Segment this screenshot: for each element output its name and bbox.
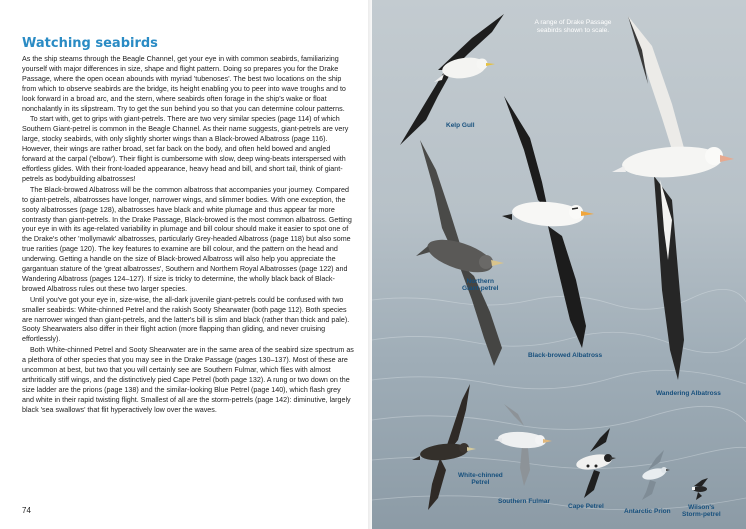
figure-caption: A range of Drake Passage seabirds shown to scale.	[534, 19, 612, 34]
body-text	[22, 55, 354, 417]
white-chinned-petrel-bird	[412, 384, 476, 510]
label-southern-fulmar: Southern Fulmar	[498, 498, 551, 505]
wave-texture	[372, 289, 746, 509]
label-white-chinned-petrel-line2: Petrel	[471, 479, 490, 486]
paragraph-2: To start with, get to grips with giant-petrels. There are two very similar species (page 114) of which Southern Giant-petrel is common in the Beagle Channel. As their name suggests, giant-petrels are very large, stocky seabirds, with only slightly shorter wings than a Black-browed Albatross (page 116). However, their wings are rather broad, set far back on the body, and often held bowed and angled forward at the carpal ('elbow'). Their flight is cumbersome with slow, deep wing-beats interspersed with effortless glides. With their front-loaded appearance, heavy head and bill, and short tail, think of giant-petrels as bodybuilding albatrosses!	[22, 115, 349, 183]
label-white-chinned-petrel	[458, 472, 503, 486]
label-black-browed-albatross: Black-browed Albatross	[528, 352, 603, 359]
label-wandering-albatross: Wandering Albatross	[656, 390, 721, 397]
paragraph-1: As the ship steams through the Beagle Channel, get your eye in with common seabirds, familiarizing yourself with major differences in size, shape and flight pattern. Doing so prepares you for the Drake Passage, where the open ocean abounds with myriad 'tubenoses'. The best two locations on the ship from which to observe seabirds are the bridge, its height enabling you to peer into wave troughs and to look forward in a broad arc, and the stern, where seabirds often forage in the ship's wake or float nonchalantly in its slipstream. Try to get the sun behind you so that you can determine colour patterns.	[22, 55, 346, 113]
label-antarctic-prion: Antarctic Prion	[624, 508, 671, 515]
section-heading: Watching seabirds	[22, 36, 158, 51]
label-wilsons-storm-petrel-line2: Storm-petrel	[682, 511, 721, 518]
label-northern-giant-petrel-line2: Giant-petrel	[462, 285, 499, 292]
label-wilsons-storm-petrel-line1: Wilson's	[688, 504, 715, 511]
paragraph-3: The Black-browed Albatross will be the common albatross that accompanies your journey. Compared to giant-petrels, albatrosses have longer, narrower wings, and slimmer bodies. With one exception, the sooty albatrosses (page 128), albatrosses have black and white plumage and thus appear far more contrasty than giant-petrels. In the Drake Passage, Black-browed is the most common albatross. Getting your eye in with its age-related variability in plumage and bill colour should make it easier to spot one of the Drake's other 'mollymawk' albatrosses, particularly Grey-headed Albatross (page 118) but also some true rarities (page 120). The key features to examine are bill colour, and the pattern on the head and underwing. Getting a handle on the size of Black-browed Albatross will also help you appreciate the gargantuan stature of the 'great albatrosses', Southern and Northern Royal Albatrosses (page 122) and Wandering Albatross (pages 124–127). If size is tricky to determine, the wholly black back of Black-browed Albatross rules out these two larger species.	[22, 185, 352, 293]
left-page	[0, 0, 372, 529]
antarctic-prion-bird	[641, 450, 670, 500]
label-northern-giant-petrel-line1: Northern	[466, 278, 494, 285]
cape-petrel-bird	[575, 428, 616, 498]
seabird-photo-composite	[372, 0, 746, 529]
page-number: 74	[22, 506, 31, 515]
paragraph-4: Until you've got your eye in, size-wise, the all-dark juvenile giant-petrels could be confused with two smaller seabirds: White-chinned Petrel and the rakish Sooty Shearwater (both page 112). Both species are narrower winged than giant-petrels, and the latter's bill is slim and black (rather than thick and pale). Sooty Shearwaters also differ in their flight action (more flapping than gliding, and never cruising effortlessly).	[22, 295, 350, 344]
label-cape-petrel: Cape Petrel	[568, 503, 604, 510]
label-white-chinned-petrel-line1: White-chinned	[458, 472, 503, 479]
label-northern-giant-petrel	[462, 278, 498, 292]
wilsons-storm-petrel-bird	[692, 478, 708, 500]
label-kelp-gull: Kelp Gull	[446, 122, 475, 129]
wandering-albatross-bird	[612, 16, 734, 380]
label-wilsons-storm-petrel	[682, 504, 721, 518]
black-browed-albatross-bird	[502, 96, 594, 348]
paragraph-5: Both White-chinned Petrel and Sooty Shearwater are in the same area of the seabird size spectrum as a plethora of other species that you may see in the Drake Passage (pages 130–137). Most of these are uncommon at best, but two that you will certainly see are Southern Fulmar, which flies with almost arthritically stiff wings, and the distinctively pied Cape Petrel (both page 132). A rung or two down on the size ladder are the prions (page 138) and the similar-looking Blue Petrel (page 140), which flash grey and white in their rapid twisting flight. Smallest of all are the storm-petrels (page 142): diminutive, largely black 'sea swallows' that flit hyperactively low over the waves.	[22, 346, 354, 414]
northern-giant-petrel-bird	[416, 140, 504, 366]
seabird-illustration	[372, 0, 746, 529]
